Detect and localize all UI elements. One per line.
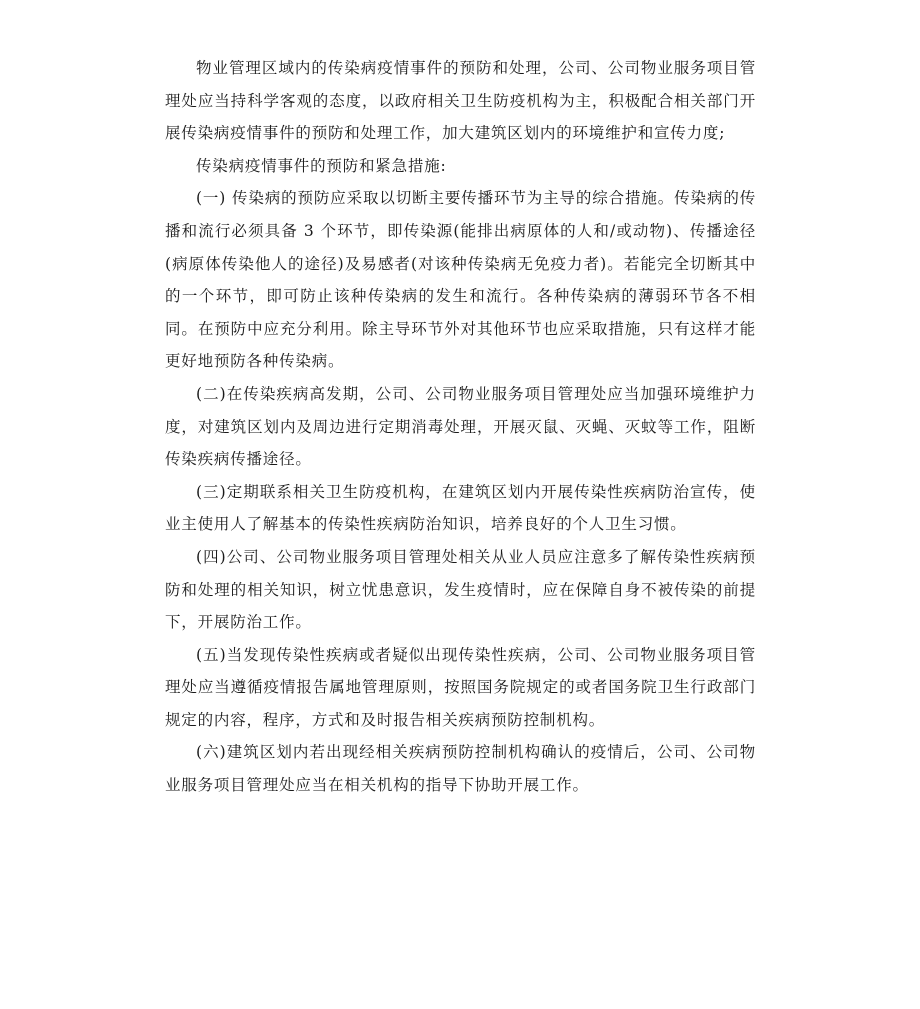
paragraph-item-6: (六)建筑区划内若出现经相关疾病预防控制机构确认的疫情后，公司、公司物业服务项目管理处应当在相关机构的指导下协助开展工作。 xyxy=(165,743,756,795)
paragraph-heading-measures: 传染病疫情事件的预防和紧急措施: xyxy=(196,156,447,175)
paragraph-item-4: (四)公司、公司物业服务项目管理处相关从业人员应注意多了解传染性疾病预防和处理的相关知识，树立忧患意识，发生疫情时，应在保障自身不被传染的前提下，开展防治工作。 xyxy=(165,547,756,632)
document-body xyxy=(165,52,756,802)
paragraph-item-1: (一) 传染病的预防应采取以切断主要传播环节为主导的综合措施。传染病的传播和流行必须具备 3 个环节，即传染源(能排出病原体的人和/或动物)、传播途径(病原体传染他人的途径)及易感者(对该种传染病无免疫力者)。若能完全切断其中的一个环节，即可防止该种传染病的发生和流行。各种传染病的薄弱环节各不相同。在预防中应充分利用。除主导环节外对其他环节也应采取措施，只有这样才能更好地预防各种传染病。 xyxy=(165,189,756,371)
paragraph-item-5: (五)当发现传染性疾病或者疑似出现传染性疾病，公司、公司物业服务项目管理处应当遵循疫情报告属地管理原则，按照国务院规定的或者国务院卫生行政部门规定的内容，程序，方式和及时报告相关疾病预防控制机构。 xyxy=(165,645,756,729)
paragraph-intro: 物业管理区域内的传染病疫情事件的预防和处理，公司、公司物业服务项目管理处应当持科学客观的态度，以政府相关卫生防疫机构为主，积极配合相关部门开展传染病疫情事件的预防和处理工作，加大建筑区划内的环境维护和宣传力度; xyxy=(165,59,756,143)
paragraph-item-2: (二)在传染疾病高发期，公司、公司物业服务项目管理处应当加强环境维护力度，对建筑区划内及周边进行定期消毒处理，开展灭鼠、灭蝇、灭蚊等工作，阻断传染疾病传播途径。 xyxy=(165,384,756,469)
paragraph-item-3: (三)定期联系相关卫生防疫机构，在建筑区划内开展传染性疾病防治宣传，使业主使用人了解基本的传染性疾病防治知识，培养良好的个人卫生习惯。 xyxy=(165,482,756,534)
